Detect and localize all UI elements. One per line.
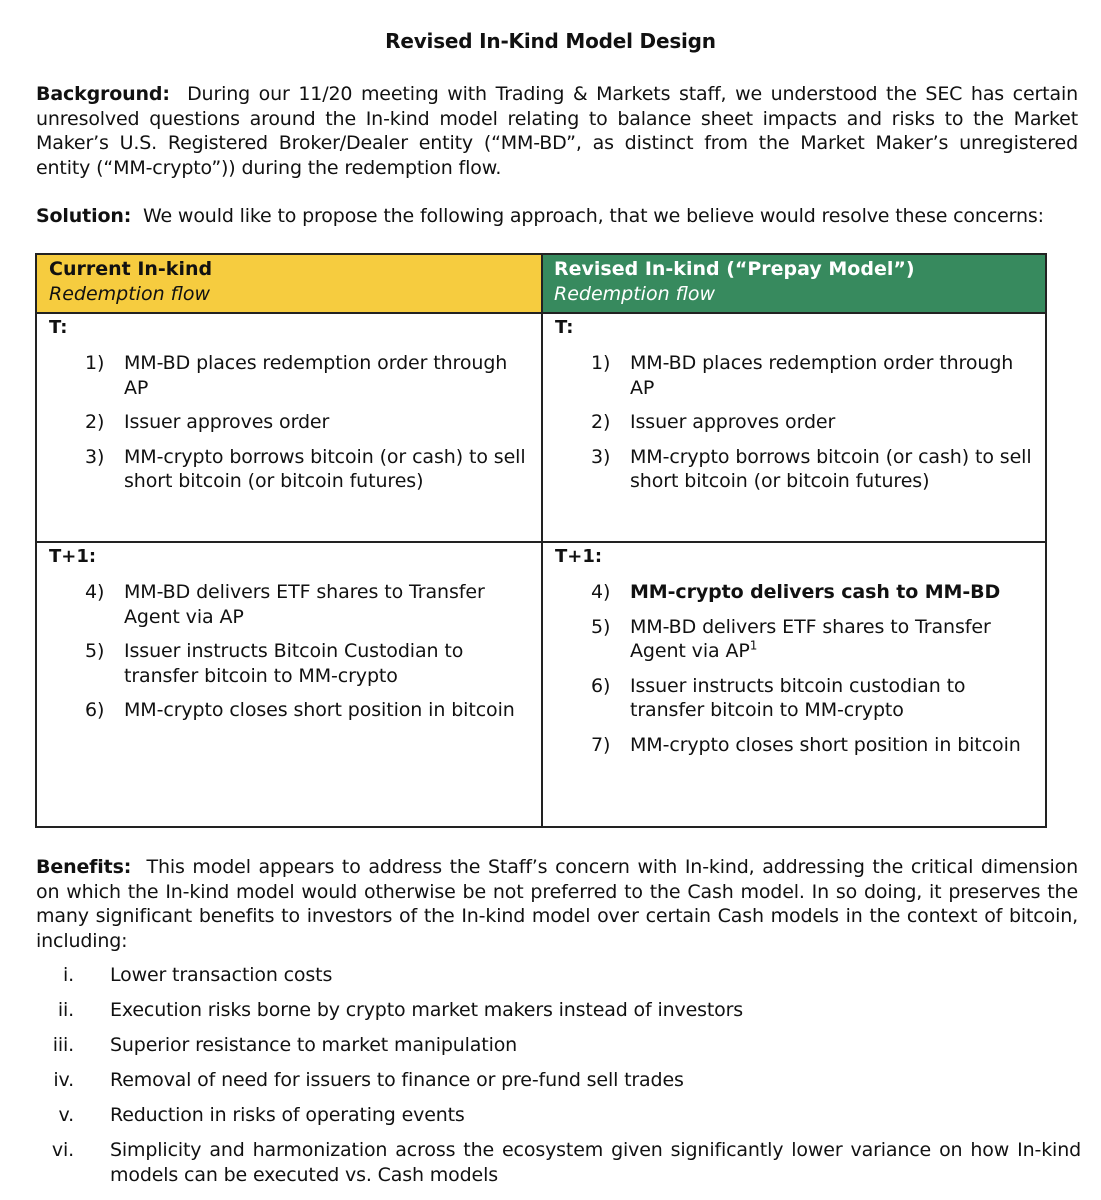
step-text: Issuer approves order (630, 411, 836, 433)
current-t1-label: T+1: (49, 546, 97, 567)
solution-paragraph (36, 204, 1078, 229)
step-number: 3) (591, 445, 611, 468)
current-t1-cell (37, 543, 541, 733)
revised-t1-steps (555, 580, 1035, 757)
revised-t1-label: T+1: (555, 546, 603, 567)
current-t-label: T: (49, 317, 68, 338)
revised-t1-cell (543, 543, 1045, 767)
step-number: 2) (85, 411, 105, 433)
step-text: Issuer instructs bitcoin custodian to transfer bitcoin to MM-crypto (630, 674, 966, 721)
step-number: 7) (591, 733, 611, 756)
current-t-steps (49, 351, 531, 494)
benefit-text: Superior resistance to market manipulation (110, 1034, 518, 1056)
step-text: Issuer approves order (124, 411, 330, 433)
step-item (555, 733, 1035, 758)
step-item (49, 639, 531, 688)
benefit-number: iii. (52, 1034, 74, 1056)
background-text: During our 11/20 meeting with Trading & Markets staff, we understood the SEC has certain unresolved questions around the In-kind model relating to balance sheet impacts and risks to the Market Maker’s U.S. Registered Broker/Dealer entity (“MM-BD”, as distinct from the Market Maker’s unregistered entity (“MM-crypto”)) during the redemption flow. (36, 83, 1078, 179)
step-number: 6) (591, 674, 611, 697)
step-item (555, 674, 1035, 723)
step-text: MM-crypto closes short position in bitcoin (630, 733, 1021, 756)
revised-t-cell (543, 314, 1045, 504)
step-item (49, 698, 531, 723)
benefit-item (36, 1138, 1081, 1187)
current-t-cell (37, 314, 541, 504)
background-label: Background: (36, 83, 170, 105)
step-text: MM-crypto borrows bitcoin (or cash) to sell short bitcoin (or bitcoin futures) (124, 445, 526, 492)
step-item (555, 410, 1035, 435)
benefit-number: vi. (51, 1139, 74, 1161)
current-inkind-header-subtitle: Redemption flow (49, 282, 211, 305)
step-number: 4) (591, 581, 611, 603)
benefit-item (36, 1068, 1081, 1093)
benefits-text: This model appears to address the Staff’s concern with In-kind, addressing the critical dimension on which the In-kind model would otherwise be not preferred to the Cash model. In so doing, it preserves the many significant benefits to investors of the In-kind model over certain Cash models in the context of bitcoin, including: (36, 856, 1078, 952)
step-text: MM-crypto closes short position in bitcoin (124, 699, 515, 721)
current-inkind-header-title: Current In-kind (49, 258, 213, 280)
revised-inkind-header-title: Revised In-kind (“Prepay Model”) (554, 258, 915, 280)
benefit-number: i. (62, 964, 74, 986)
step-text: MM-BD places redemption order through AP (124, 352, 508, 399)
benefits-paragraph (36, 855, 1078, 953)
background-paragraph (36, 82, 1078, 180)
step-number: 4) (85, 581, 105, 603)
benefit-number: ii. (57, 999, 74, 1021)
step-item (49, 580, 531, 629)
step-text: MM-BD places redemption order through AP (630, 352, 1014, 399)
step-text: MM-crypto delivers cash to MM-BD (630, 581, 1001, 603)
step-number: 2) (591, 411, 611, 433)
step-item (555, 615, 1035, 664)
revised-inkind-header (542, 255, 1045, 314)
step-text: Issuer instructs Bitcoin Custodian to transfer bitcoin to MM-crypto (124, 640, 464, 687)
benefit-number: v. (58, 1104, 74, 1126)
revised-t-steps (555, 351, 1035, 494)
revised-t-label: T: (555, 317, 574, 338)
benefits-list (36, 963, 1081, 1198)
document-title: Revised In-Kind Model Design (385, 29, 716, 53)
step-item (49, 410, 531, 435)
step-number: 3) (85, 445, 105, 468)
benefit-text: Lower transaction costs (110, 964, 333, 986)
benefit-item (36, 1103, 1081, 1128)
current-inkind-header (37, 255, 542, 314)
benefit-text: Execution risks borne by crypto market makers instead of investors (110, 999, 744, 1021)
benefit-number: iv. (53, 1069, 74, 1091)
benefit-text: Reduction in risks of operating events (110, 1104, 465, 1126)
step-text: MM-BD delivers ETF shares to Transfer Agent via AP (124, 581, 485, 628)
step-number: 1) (85, 352, 105, 374)
benefit-text: Removal of need for issuers to finance or pre-fund sell trades (110, 1069, 684, 1091)
benefit-text: Simplicity and harmonization across the ecosystem given significantly lower variance on how In-kind models can be executed vs. Cash models (110, 1139, 1081, 1186)
benefit-item (36, 963, 1081, 988)
step-number: 5) (85, 640, 105, 662)
step-text: MM-BD delivers ETF shares to Transfer Agent via AP (630, 615, 991, 662)
step-item (555, 351, 1035, 400)
footnote-marker: 1 (749, 638, 758, 653)
benefit-item (36, 1033, 1081, 1058)
step-item (555, 580, 1035, 605)
step-item (49, 445, 531, 494)
step-number: 1) (591, 352, 611, 374)
revised-inkind-header-subtitle: Redemption flow (554, 282, 716, 305)
step-item (555, 445, 1035, 494)
step-item (49, 351, 531, 400)
comparison-table (35, 253, 1047, 828)
current-t1-steps (49, 580, 531, 723)
benefits-label: Benefits: (36, 856, 132, 878)
step-number: 6) (85, 699, 105, 721)
step-number: 5) (591, 615, 611, 638)
benefit-item (36, 998, 1081, 1023)
step-text: MM-crypto borrows bitcoin (or cash) to sell short bitcoin (or bitcoin futures) (630, 445, 1032, 492)
solution-label: Solution: (36, 205, 132, 227)
solution-text: We would like to propose the following approach, that we believe would resolve these concerns: (142, 205, 1044, 227)
